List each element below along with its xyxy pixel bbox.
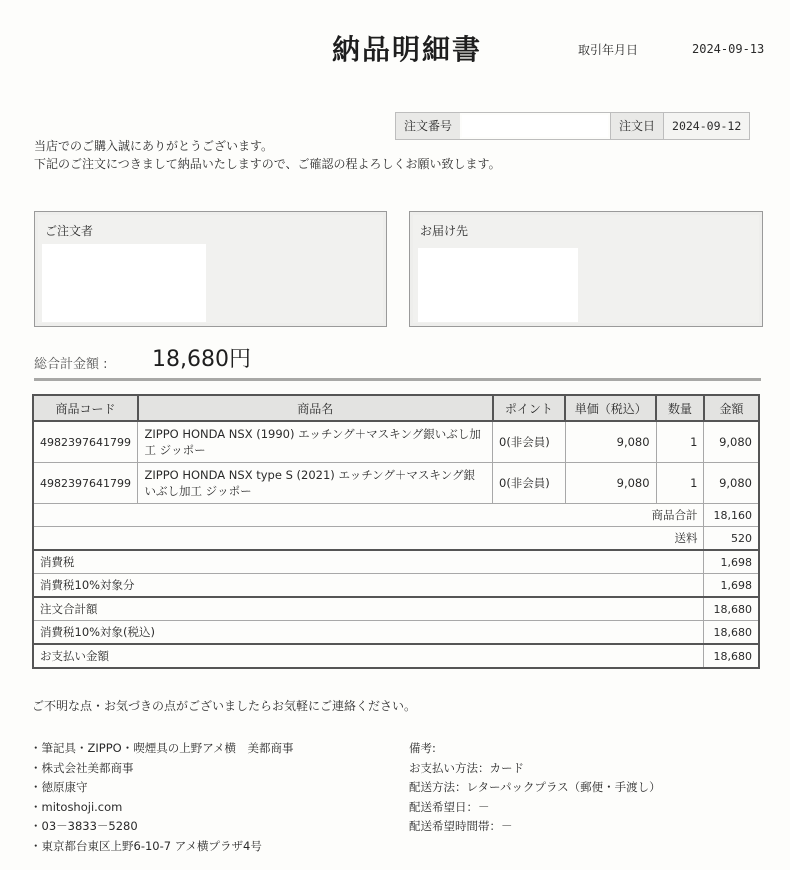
shop-line: ・筆記具・ZIPPO・喫煙具の上野アメ横 美都商事 xyxy=(30,741,294,755)
order-total-label: 注文合計額 xyxy=(33,597,704,621)
table-header-row xyxy=(33,395,759,421)
item-name: ZIPPO HONDA NSX type S (2021) エッチング＋マスキング銀いぶし加工 ジッポー xyxy=(138,463,493,504)
remarks-line: お支払い方法：カード xyxy=(409,760,524,775)
item-code: 4982397641799 xyxy=(33,421,138,463)
order-date-label: 注文日 xyxy=(610,113,663,139)
item-unit-price: 9,080 xyxy=(565,463,656,504)
document-title: 納品明細書 xyxy=(332,33,483,66)
shop-line: ・mitoshoji.com xyxy=(30,799,123,814)
shop-line: ・株式会社美都商事 xyxy=(30,760,134,775)
shop-line: ・03－3833－5280 xyxy=(30,819,138,834)
remarks-line: 配送希望日：－ xyxy=(409,799,490,814)
payment-total-row xyxy=(33,644,759,668)
item-name: ZIPPO HONDA NSX (1990) エッチング＋マスキング銀いぶし加工 ジッポー xyxy=(138,421,493,463)
orderer-label: ご注文者 xyxy=(45,224,94,238)
order-date-value: 2024-09-12 xyxy=(663,113,749,139)
tax10-incl-value: 18,680 xyxy=(704,621,759,645)
shop-line: ・東京都台東区上野6-10-7 アメ横プラザ4号 xyxy=(30,838,262,853)
item-points: 0(非会員) xyxy=(493,463,566,504)
order-number-value xyxy=(462,115,608,137)
shipping-label: お届け先 xyxy=(420,224,469,238)
subtotal-row xyxy=(33,504,759,527)
table-row xyxy=(33,463,759,504)
grand-total-label: 総合計金額 : xyxy=(34,357,108,372)
order-total-value: 18,680 xyxy=(704,597,759,621)
shipping-fee-label: 送料 xyxy=(33,527,704,551)
item-qty: 1 xyxy=(656,463,704,504)
issue-date: 2024-09-13 xyxy=(692,42,765,56)
header-unit-price: 単価（税込） xyxy=(565,395,656,421)
shop-info xyxy=(30,739,294,857)
item-amount: 9,080 xyxy=(704,463,759,504)
payment-total-value: 18,680 xyxy=(704,644,759,668)
contact-note: ご不明な点・お気づきの点がございましたらお気軽にご連絡ください。 xyxy=(32,699,417,713)
tax10-label: 消費税10%対象分 xyxy=(33,574,704,598)
shipping-box xyxy=(409,211,763,327)
tax10-row xyxy=(33,574,759,598)
order-total-row xyxy=(33,597,759,621)
item-amount: 9,080 xyxy=(704,421,759,463)
item-unit-price: 9,080 xyxy=(565,421,656,463)
subtotal-label: 商品合計 xyxy=(33,504,704,527)
tax10-incl-label: 消費税10%対象(税込) xyxy=(33,621,704,645)
header-name: 商品名 xyxy=(138,395,493,421)
remarks xyxy=(409,739,661,837)
greeting-line-1: 当店でのご購入誠にありがとうございます。 xyxy=(34,139,274,153)
greeting-line-2: 下記のご注文につきまして納品いたしますので、ご確認の程よろしくお願い致します。 xyxy=(34,157,501,171)
header-qty: 数量 xyxy=(656,395,704,421)
tax10-incl-row xyxy=(33,621,759,645)
item-points: 0(非会員) xyxy=(493,421,566,463)
header-amount: 金額 xyxy=(704,395,759,421)
header-code: 商品コード xyxy=(33,395,138,421)
tax10-value: 1,698 xyxy=(704,574,759,598)
remarks-line: 備考: xyxy=(409,741,436,755)
orderer-redacted xyxy=(42,244,206,322)
order-number-label: 注文番号 xyxy=(396,113,460,139)
item-code: 4982397641799 xyxy=(33,463,138,504)
greeting xyxy=(34,137,501,173)
remarks-line: 配送方法：レターパックプラス（郵便・手渡し） xyxy=(409,780,661,795)
order-info-box xyxy=(395,112,750,140)
table-row xyxy=(33,421,759,463)
orderer-box xyxy=(34,211,387,327)
subtotal-value: 18,160 xyxy=(704,504,759,527)
shipping-fee-value: 520 xyxy=(704,527,759,551)
tax-row xyxy=(33,550,759,574)
payment-total-label: お支払い金額 xyxy=(33,644,704,668)
remarks-line: 配送希望時間帯：－ xyxy=(409,819,513,834)
shipping-redacted xyxy=(418,248,578,322)
issue-date-label: 取引年月日 xyxy=(578,43,639,57)
shop-line: ・徳原康守 xyxy=(30,780,88,795)
total-divider xyxy=(34,378,761,381)
tax-label: 消費税 xyxy=(33,550,704,574)
tax-value: 1,698 xyxy=(704,550,759,574)
items-table xyxy=(32,394,760,669)
header-points: ポイント xyxy=(493,395,566,421)
grand-total-value: 18,680円 xyxy=(152,347,251,372)
item-qty: 1 xyxy=(656,421,704,463)
shipping-fee-row xyxy=(33,527,759,551)
